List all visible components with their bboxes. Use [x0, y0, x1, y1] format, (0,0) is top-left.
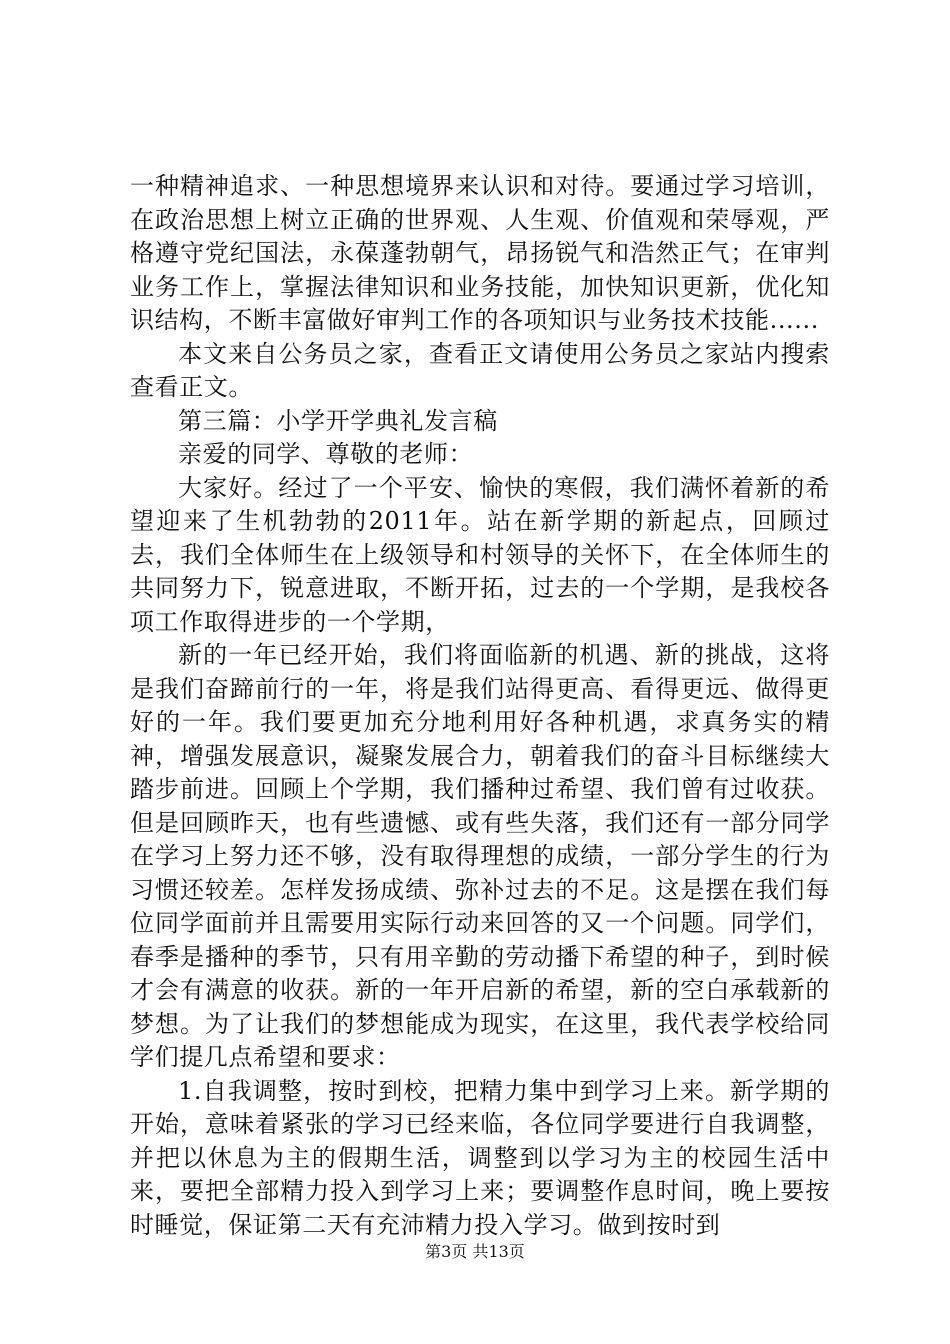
paragraph: 1.自我调整，按时到校，把精力集中到学习上来。新学期的开始，意味着紧张的学习已经来临，各位同学要进行自我调整，并把以休息为主的假期生活，调整到以学习为主的校园生活中来，要把全部精力投入到学习上来；要调整作息时间，晚上要按时睡觉，保证第二天有充沛精力投入学习。做到按时到 [130, 1076, 830, 1239]
paragraph: 新的一年已经开始，我们将面临新的机遇、新的挑战，这将是我们奋蹄前行的一年，将是我们站得更高、看得更远、做得更好的一年。我们要更加充分地利用好各种机遇，求真务实的精神，增强发展意识，凝聚发展合力，朝着我们的奋斗目标继续大踏步前进。回顾上个学期，我们播种过希望、我们曾有过收获。但是回顾昨天，也有些遗憾、或有些失落，我们还有一部分同学在学习上努力还不够，没有取得理想的成绩，一部分学生的行为习惯还较差。怎样发扬成绩、弥补过去的不足。这是摆在我们每位同学面前并且需要用实际行动来回答的又一个问题。同学们，春季是播种的季节，只有用辛勤的劳动播下希望的种子，到时候才会有满意的收获。新的一年开启新的希望，新的空白承载新的梦想。为了让我们的梦想能成为现实，在这里，我代表学校给同学们提几点希望和要求： [130, 641, 830, 1071]
paragraph: 一种精神追求、一种思想境界来认识和对待。要通过学习培训，在政治思想上树立正确的世界观、人生观、价值观和荣辱观，严格遵守党纪国法，永葆蓬勃朝气，昂扬锐气和浩然正气；在审判业务工作上，掌握法律知识和业务技能，加快知识更新，优化知识结构，不断丰富做好审判工作的各项知识与业务技术技能...... [130, 172, 830, 334]
paragraph: 大家好。经过了一个平安、愉快的寒假，我们满怀着新的希望迎来了生机勃勃的2011年。站在新学期的新起点，回顾过去，我们全体师生在上级领导和村领导的关怀下，在全体师生的共同努力下，锐意进取，不断开拓，过去的一个学期，是我校各项工作取得进步的一个学期， [130, 473, 830, 636]
section-heading: 第三篇：小学开学典礼发言稿 [178, 406, 498, 435]
salutation: 亲爱的同学、尊敬的老师： [178, 440, 474, 468]
paragraph: 本文来自公务员之家，查看正文请使用公务员之家站内搜索查看正文。 [130, 339, 830, 401]
page-number-footer: 第3页 共13页 [425, 1242, 525, 1261]
document-body [130, 170, 830, 1242]
